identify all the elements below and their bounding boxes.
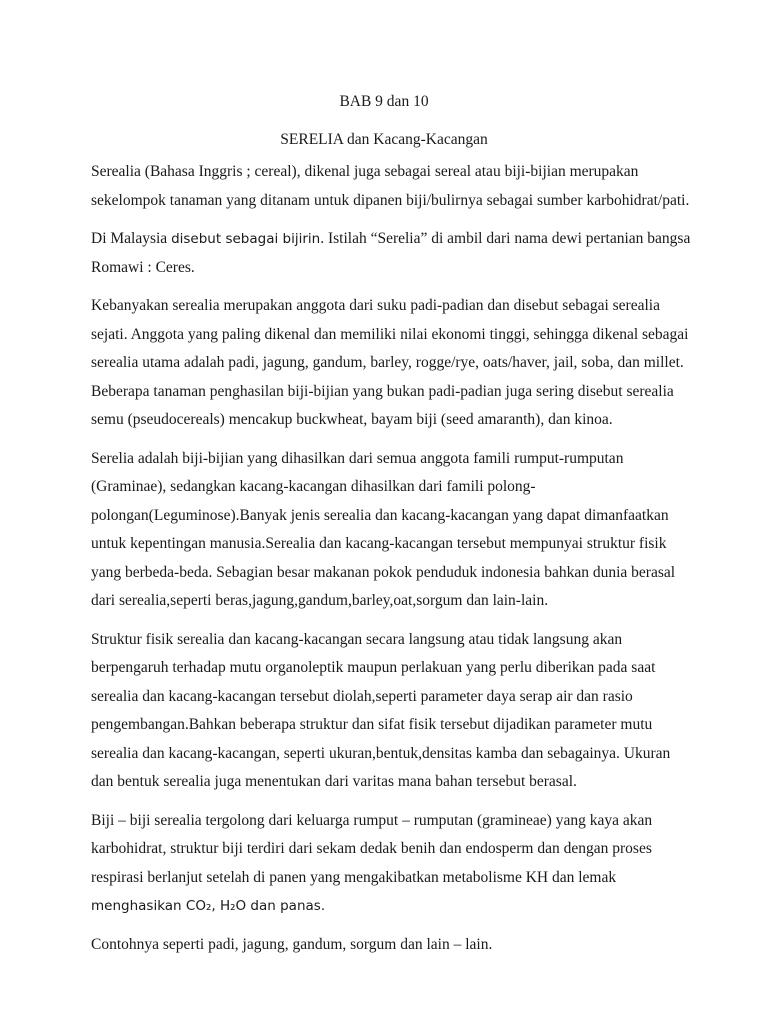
text-line: berpengaruh terhadap mutu organoleptik maupun perlakuan yang perlu diberikan pada saat <box>91 659 656 676</box>
paragraph-true-cereals <box>91 292 687 435</box>
text-line: sejati. Anggota yang paling dikenal dan memiliki nilai ekonomi tinggi, sehingga dikenal sebagai <box>91 325 689 343</box>
chapter-title: BAB 9 dan 10 <box>339 93 429 110</box>
text-line: untuk kepentingan manusia.Serealia dan kacang-kacangan tersebut mempunyai struktur fisik <box>91 535 667 552</box>
text-segment: disebut sebagai bijirin <box>171 231 321 247</box>
text-line: Romawi : Ceres. <box>91 258 195 276</box>
paragraph-malaysia-term <box>91 225 691 282</box>
text-line: Struktur fisik serealia dan kacang-kacangan secara langsung atau tidak langsung akan <box>91 630 623 648</box>
text-line: serealia utama adalah padi, jagung, gandum, barley, rogge/rye, oats/haver, jail, soba, dan millet. <box>91 354 684 371</box>
paragraph-cereal-definition <box>91 158 690 215</box>
text-line: semu (pseudocereals) mencakup buckwheat, bayam biji (seed amaranth), dan kinoa. <box>91 411 613 428</box>
text-line: dan bentuk serealia juga menentukan dari varitas mana bahan tersebut berasal. <box>91 773 577 790</box>
text-line: menghasikan CO₂, H₂O dan panas. <box>91 898 326 914</box>
text-line: yang berbeda-beda. Sebagian besar makanan pokok penduduk indonesia bahkan dunia berasal <box>91 563 676 581</box>
text-line: dari serealia,seperti beras,jagung,gandum,barley,oat,sorgum dan lain-lain. <box>91 592 549 609</box>
paragraph-examples <box>91 931 687 960</box>
text-line: polongan(Leguminose).Banyak jenis serealia dan kacang-kacangan yang dapat dimanfaatkan <box>91 506 669 524</box>
text-line: Beberapa tanaman penghasilan biji-bijian yang bukan padi-padian juga sering disebut serealia <box>91 382 674 400</box>
text-line: karbohidrat, struktur biji terdiri dari sekam dedak benih dan endosperm dan dengan proses <box>91 840 652 857</box>
text-line: serealia dan kacang-kacangan tersebut diolah,seperti parameter daya serap air dan rasio <box>91 687 633 705</box>
text-segment: Di Malaysia <box>91 230 172 247</box>
document-body <box>91 158 691 969</box>
paragraph-grain-respiration <box>91 807 687 921</box>
text-line: pengembangan.Bahkan beberapa struktur dan sifat fisik tersebut dijadikan parameter mutu <box>91 716 653 733</box>
paragraph-physical-structure <box>91 626 687 797</box>
text-line: Serelia adalah biji-bijian yang dihasilkan dari semua anggota famili rumput-rumputan <box>91 449 624 467</box>
text-segment: . Istilah “Serelia” di ambil dari nama dewi pertanian bangsa <box>320 230 691 247</box>
text-line <box>91 225 691 254</box>
text-line: Serealia (Bahasa Inggris ; cereal), dikenal juga sebagai sereal atau biji-bijian merupakan <box>91 163 639 180</box>
text-line: (Graminae), sedangkan kacang-kacangan dihasilkan dari famili polong- <box>91 478 536 495</box>
text-line: Contohnya seperti padi, jagung, gandum, sorgum dan lain – lain. <box>91 935 493 953</box>
text-line: respirasi berlanjut setelah di panen yang mengakibatkan metabolisme KH dan lemak <box>91 868 617 886</box>
text-line: serealia dan kacang-kacangan, seperti ukuran,bentuk,densitas kamba dan sebagainya. Ukuran <box>91 744 671 762</box>
paragraph-cereals-and-legumes <box>91 445 687 616</box>
chapter-subtitle: SERELIA dan Kacang-Kacangan <box>280 131 488 148</box>
text-line: sekelompok tanaman yang ditanam untuk dipanen biji/bulirnya sebagai sumber karbohidrat/pati. <box>91 191 690 209</box>
text-line: Kebanyakan serealia merupakan anggota dari suku padi-padian dan disebut sebagai serealia <box>91 297 660 314</box>
text-line: Biji – biji serealia tergolong dari keluarga rumput – rumputan (gramineae) yang kaya akan <box>91 811 653 829</box>
